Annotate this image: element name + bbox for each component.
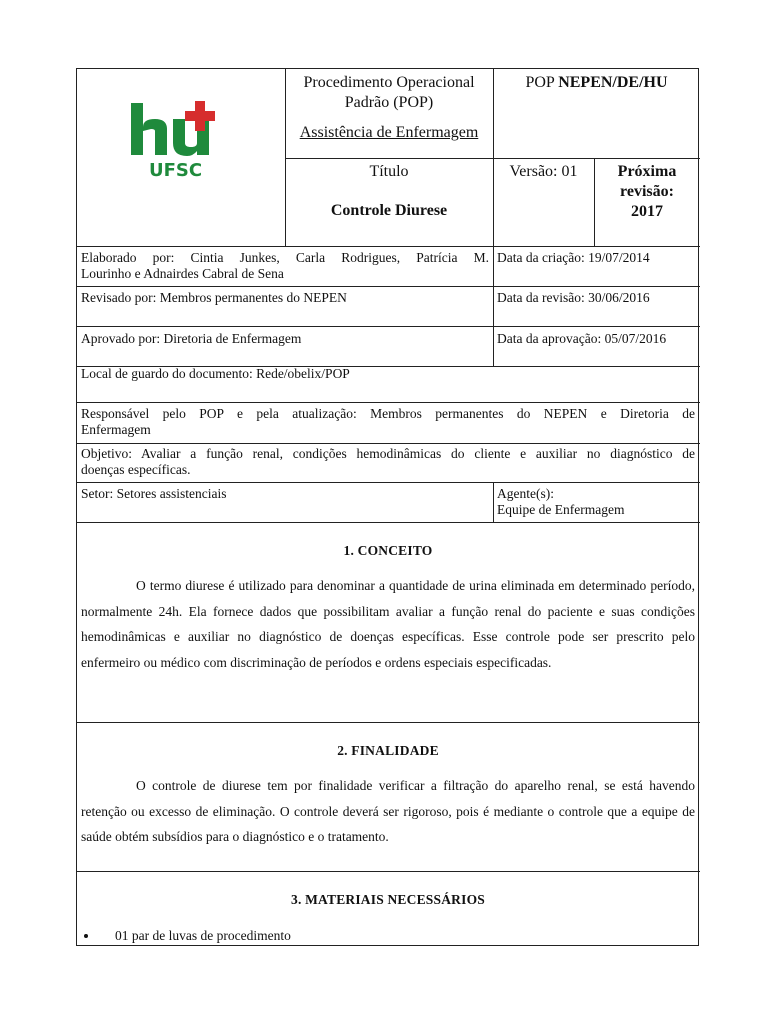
setor-text: Setor: Setores assistenciais	[81, 486, 227, 501]
divider	[77, 286, 700, 287]
objetivo-line1: Objetivo: Avaliar a função renal, condições hemodinâmicas do cliente e auxiliar no diagnóstico de	[81, 446, 695, 461]
agente-label: Agente(s):	[497, 486, 554, 501]
revisado-cell	[81, 290, 489, 306]
pop-code: NEPEN/DE/HU	[558, 74, 668, 91]
materiais-title: 3. MATERIAIS NECESSÁRIOS	[291, 892, 485, 907]
divider	[285, 158, 700, 159]
procedure-title-line1: Procedimento Operacional	[303, 74, 475, 91]
data-criacao-cell	[497, 250, 697, 266]
divider	[493, 246, 494, 366]
header-versao	[493, 162, 594, 182]
finalidade-title: 2. FINALIDADE	[337, 743, 439, 758]
divider	[77, 522, 700, 523]
local-guarda-text: Local de guardo do documento: Rede/obelix/POP	[81, 366, 350, 381]
local-guarda-cell	[81, 366, 693, 382]
elaborado-cell	[81, 250, 489, 282]
setor-cell	[81, 486, 489, 502]
proxima-line3: 2017	[631, 203, 663, 220]
agente-value: Equipe de Enfermagem	[497, 502, 625, 517]
header-pop-code	[493, 73, 700, 93]
section-finalidade	[81, 743, 695, 850]
elaborado-line2: Lourinho e Adnairdes Cabral de Sena	[81, 266, 284, 281]
divider	[77, 246, 700, 247]
data-aprovacao-cell	[497, 331, 697, 347]
section-materiais	[81, 892, 695, 944]
hu-ufsc-logo	[129, 101, 229, 181]
revisado-text: Revisado por: Membros permanentes do NEPEN	[81, 290, 347, 305]
divider	[77, 326, 700, 327]
hu-logo-icon	[129, 101, 229, 181]
data-criacao: Data da criação: 19/07/2014	[497, 250, 650, 265]
procedure-title-line2: Padrão (POP)	[344, 94, 434, 111]
header-procedure	[285, 73, 493, 143]
ufsc-logo-text: UFSC	[149, 160, 203, 181]
proxima-line2: revisão:	[620, 183, 674, 200]
pop-prefix: POP	[525, 74, 559, 91]
titulo-value: Controle Diurese	[330, 202, 448, 219]
materiais-list	[81, 928, 695, 944]
proxima-line1: Próxima	[617, 163, 677, 180]
section-conceito	[81, 543, 695, 675]
data-revisao: Data da revisão: 30/06/2016	[497, 290, 650, 305]
divider	[77, 402, 700, 403]
conceito-title: 1. CONCEITO	[343, 543, 433, 558]
divider	[493, 482, 494, 522]
versao-label: Versão: 01	[509, 163, 578, 180]
header-proxima-revisao	[594, 162, 700, 222]
list-item: • 01 par de luvas de procedimento	[99, 928, 695, 944]
responsavel-line1: Responsável pelo POP e pela atualização: Membros permanentes do NEPEN e Diretoria de	[81, 406, 695, 421]
divider	[77, 722, 700, 723]
responsavel-cell	[81, 406, 695, 438]
objetivo-cell	[81, 446, 695, 478]
aprovado-cell	[81, 331, 489, 347]
divider	[77, 443, 700, 444]
assistance-title: Assistência de Enfermagem	[299, 124, 479, 141]
conceito-text: O termo diurese é utilizado para denominar a quantidade de urina eliminada em determinado período, normalmente 24h. Ela fornece dados que possibilitam avaliar a função renal do paciente e suas condições hemodinâmicas e auxiliar no diagnóstico de doenças específicas. Esse controle pode ser prescrito pelo enfermeiro ou médico com discriminação de períodos e ordens especiais especificadas.	[81, 578, 695, 670]
agente-cell	[497, 486, 697, 518]
divider	[77, 871, 700, 872]
elaborado-line1: Elaborado por: Cintia Junkes, Carla Rodrigues, Patrícia M.	[81, 250, 489, 265]
objetivo-line2: doenças específicas.	[81, 462, 191, 477]
header-titulo	[285, 162, 493, 221]
data-revisao-cell	[497, 290, 697, 306]
titulo-label: Título	[369, 163, 409, 180]
data-aprovacao: Data da aprovação: 05/07/2016	[497, 331, 667, 346]
responsavel-line2: Enfermagem	[81, 422, 151, 437]
finalidade-text: O controle de diurese tem por finalidade verificar a filtração do aparelho renal, se está havendo retenção ou excesso de eliminação. O controle deverá ser rigoroso, pois é mediante o controle que a equipe de saúde obtém subsídios para o diagnóstico e o tratamento.	[81, 778, 695, 844]
aprovado-text: Aprovado por: Diretoria de Enfermagem	[81, 331, 302, 346]
divider	[77, 482, 700, 483]
pop-document	[76, 68, 699, 946]
